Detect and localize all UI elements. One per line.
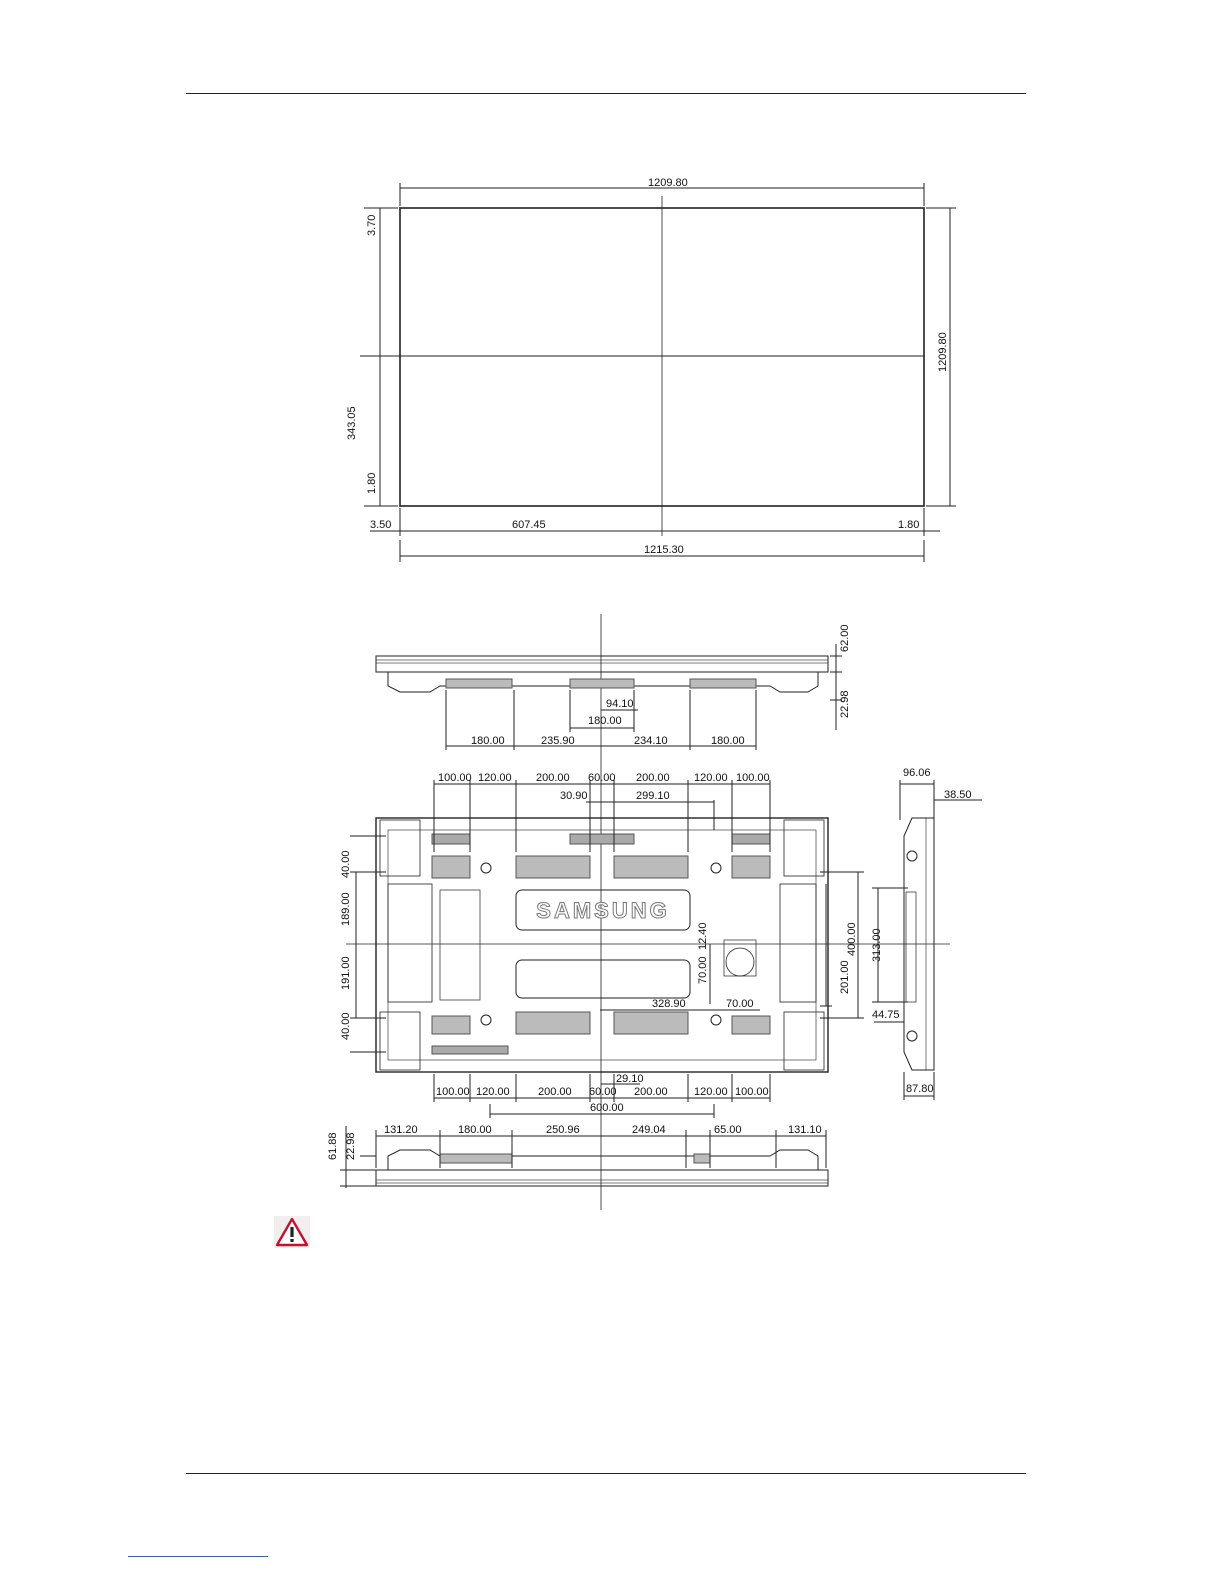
front-left-offset-label: 3.50 xyxy=(370,519,392,531)
front-bottom-offset-label: 1.80 xyxy=(366,472,378,494)
top-left-span-label: 235.90 xyxy=(541,735,575,747)
top-offset-label: 22.98 xyxy=(839,690,851,718)
front-width-bottom-label: 1215.30 xyxy=(644,544,684,556)
rear-top-dim-3: 200.00 xyxy=(536,772,570,784)
rear-top-span-label: 299.10 xyxy=(636,790,670,802)
rear-left-dim-1: 40.00 xyxy=(340,850,352,878)
footer-rule xyxy=(186,1473,1026,1474)
footnote-separator xyxy=(128,1556,268,1557)
side-height-label: 313.00 xyxy=(871,928,883,962)
samsung-logo: SAMSUNG xyxy=(536,898,670,923)
bottom-dim-1: 131.20 xyxy=(384,1124,418,1136)
top-left-vent-label: 180.00 xyxy=(471,735,505,747)
bottom-dim-5: 65.00 xyxy=(714,1124,742,1136)
rear-top-dim-4: 60.00 xyxy=(588,772,616,784)
rear-top-dim-1: 100.00 xyxy=(438,772,472,784)
bottom-offset-label: 22.98 xyxy=(345,1132,357,1160)
bottom-dim-4: 249.04 xyxy=(632,1124,666,1136)
side-offset-label: 38.50 xyxy=(944,789,972,801)
top-view-body xyxy=(376,656,828,672)
rear-speaker-offset-label: 12.40 xyxy=(697,922,709,950)
rear-bottom-dim-2: 120.00 xyxy=(476,1086,510,1098)
rear-bottom-dim-6: 120.00 xyxy=(694,1086,728,1098)
bottom-view-body xyxy=(376,1170,828,1186)
rear-left-dim-4: 40.00 xyxy=(340,1012,352,1040)
top-depth-label: 62.00 xyxy=(839,624,851,652)
rear-vesa-span-label: 600.00 xyxy=(590,1102,624,1114)
rear-top-offset-label: 30.90 xyxy=(560,790,588,802)
top-right-vent-label: 180.00 xyxy=(711,735,745,747)
front-height-label: 1209.80 xyxy=(937,332,949,372)
side-mount-offset-label: 44.75 xyxy=(872,1009,900,1021)
front-right-offset-label: 1.80 xyxy=(898,519,920,531)
front-top-offset-label: 3.70 xyxy=(366,214,378,236)
rear-speaker-width-label: 70.00 xyxy=(726,998,754,1010)
rear-left-dim-3: 191.00 xyxy=(340,956,352,990)
rear-speaker-span-label: 328.90 xyxy=(652,998,686,1010)
rear-top-dim-6: 120.00 xyxy=(694,772,728,784)
side-depth-label: 96.06 xyxy=(903,767,931,779)
rear-bottom-dim-1: 100.00 xyxy=(436,1086,470,1098)
rear-bottom-dim-7: 100.00 xyxy=(735,1086,769,1098)
front-width-top-label: 1209.80 xyxy=(648,177,688,189)
rear-bottom-dim-5: 200.00 xyxy=(634,1086,668,1098)
rear-right-dim-2: 201.00 xyxy=(839,960,851,994)
rear-top-dim-7: 100.00 xyxy=(736,772,770,784)
rear-right-dim-1: 400.00 xyxy=(846,922,858,956)
rear-top-dim-2: 120.00 xyxy=(478,772,512,784)
front-half-height-label: 343.05 xyxy=(346,406,358,440)
rear-bottom-dim-4: 60.00 xyxy=(589,1086,617,1098)
top-center-vent-label: 180.00 xyxy=(588,715,622,727)
side-bottom-depth-label: 87.80 xyxy=(906,1083,934,1095)
front-half-width-label: 607.45 xyxy=(512,519,546,531)
bottom-dim-3: 250.96 xyxy=(546,1124,580,1136)
top-right-span-label: 234.10 xyxy=(634,735,668,747)
bottom-dim-6: 131.10 xyxy=(788,1124,822,1136)
rear-bottom-dim-3: 200.00 xyxy=(538,1086,572,1098)
top-center-offset-label: 94.10 xyxy=(606,698,634,710)
rear-speaker-height-label: 70.00 xyxy=(697,956,709,984)
rear-bottom-offset-label: 29.10 xyxy=(616,1073,644,1085)
bottom-depth-label: 61.88 xyxy=(327,1132,339,1160)
bottom-dim-2: 180.00 xyxy=(458,1124,492,1136)
rear-left-dim-2: 189.00 xyxy=(340,892,352,926)
warning-triangle-icon xyxy=(274,1216,310,1248)
rear-top-dim-5: 200.00 xyxy=(636,772,670,784)
